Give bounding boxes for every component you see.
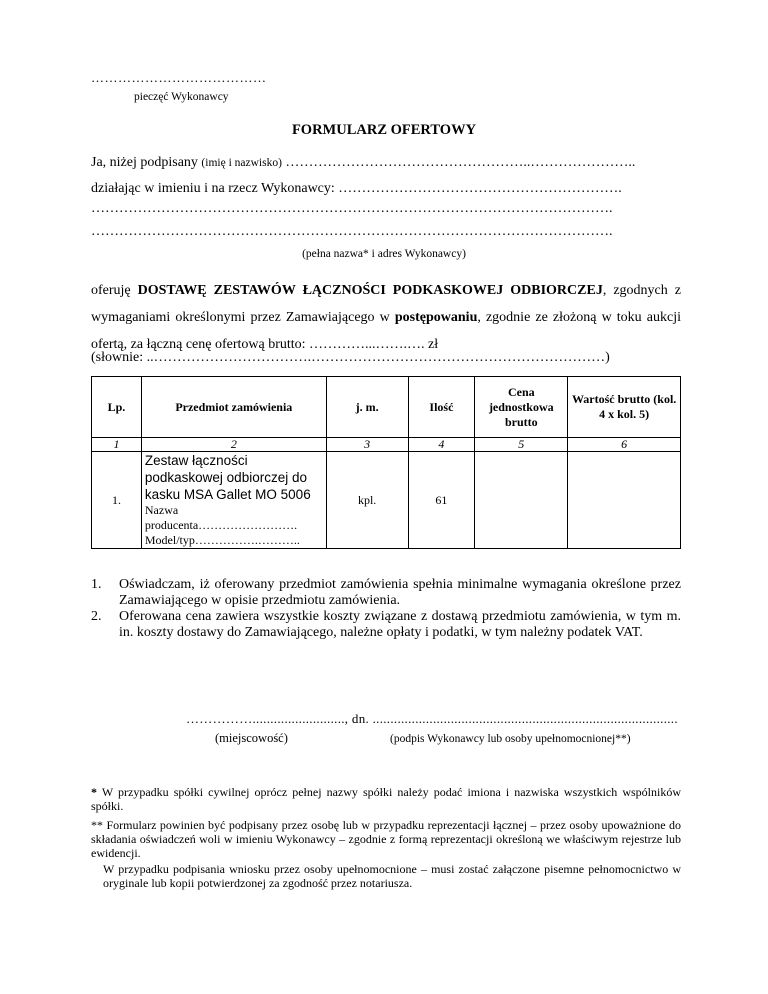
col-number: 6	[568, 438, 681, 452]
signer-prefix: Ja, niżej podpisany	[91, 155, 198, 170]
place-label: (miejscowość)	[215, 731, 288, 745]
signer-field[interactable]: ……………………………………………..…………………..	[285, 155, 636, 170]
row-total[interactable]	[568, 452, 681, 549]
header-total: Wartość brutto (kol. 4 x kol. 5)	[568, 377, 681, 438]
footnote-text: W przypadku podpisania wniosku przez osoby upełnomocnione – musi zostać załączone pisemne pełnomocnictwo w oryginale lub kopii potwierdzonej za zgodność przez notariusza.	[103, 862, 681, 890]
list-item	[91, 577, 681, 609]
contractor-field[interactable]: …………………………………………………….	[338, 181, 622, 196]
declaration-text: Oświadczam, iż oferowany przedmiot zamówienia spełnia minimalne wymagania określone przez Zamawiającego w opisie przedmiotu zamówienia.	[119, 577, 681, 608]
row-subject	[141, 452, 326, 549]
offer-t3: , zgodnych z wymaganiami określonymi przez Zamawiającego w	[91, 283, 681, 325]
offer-t5[interactable]: , zgodnie ze złożoną w toku aukcji ofertą, za łączną cenę ofertową brutto: …………...…….…. zł	[91, 310, 681, 352]
stamp-dots: …………………………………	[91, 70, 267, 85]
footnote-mark: **	[91, 818, 103, 832]
list-item	[91, 609, 681, 641]
footnote-text: W przypadku spółki cywilnej oprócz pełnej nazwy spółki należy podać imiona i nazwiska wszystkich wspólników spółki.	[91, 785, 681, 813]
header-qty: Ilość	[408, 377, 475, 438]
row-unit: kpl.	[326, 452, 408, 549]
signature-label: (podpis Wykonawcy lub osoby upełnomocnionej**)	[390, 733, 631, 745]
contractor-name-hint: (pełna nazwa* i adres Wykonawcy)	[302, 248, 466, 260]
offer-procedure: postępowaniu	[394, 310, 478, 325]
col-number: 1	[92, 438, 142, 452]
footnote-2	[91, 818, 681, 860]
declaration-number: 2.	[91, 609, 102, 624]
stamp-label: pieczęć Wykonawcy	[134, 91, 229, 103]
row-lp: 1.	[92, 452, 142, 549]
offer-paragraph	[91, 277, 681, 358]
offer-words[interactable]: (słownie: ..…………………………….………………………………………………………)	[91, 350, 610, 365]
producer-field[interactable]: Nazwa producenta…………………….	[144, 503, 298, 532]
footnote-mark: *	[91, 785, 97, 799]
row-unit-price[interactable]	[475, 452, 568, 549]
col-number: 3	[326, 438, 408, 452]
page-title: FORMULARZ OFERTOWY	[291, 122, 477, 138]
signer-line	[91, 155, 635, 171]
footnote-1	[91, 785, 681, 813]
offer-table	[91, 376, 681, 549]
header-subject: Przedmiot zamówienia	[141, 377, 326, 438]
item-name: Zestaw łączności podkaskowej odbiorczej do kasku MSA Gallet MO 5006	[144, 453, 311, 502]
table-column-numbers	[92, 438, 681, 452]
table-header-row	[92, 377, 681, 438]
offer-subject: DOSTAWĘ ZESTAWÓW ŁĄCZNOŚCI PODKASKOWEJ ODBIORCZEJ	[137, 283, 603, 298]
model-field[interactable]: Model/typ…………….………..	[144, 533, 300, 547]
acting-line	[91, 181, 622, 197]
acting-prefix: działając w imieniu i na rzecz Wykonawcy:	[91, 181, 335, 196]
declarations-list	[91, 577, 681, 641]
contractor-line-2[interactable]: ………………………………………………………………………………………………….	[91, 224, 613, 239]
offer-t1: oferuję	[91, 283, 138, 298]
table-row	[92, 452, 681, 549]
place-date-field[interactable]: …………….........................., dn. ......................................................................................	[186, 711, 678, 726]
col-number: 4	[408, 438, 475, 452]
header-unit: j. m.	[326, 377, 408, 438]
header-unit-price: Cena jednostkowa brutto	[475, 377, 568, 438]
footnote-text: Formularz powinien być podpisany przez osobę lub w przypadku reprezentacji łącznej – przez osoby upoważnione do składania oświadczeń woli w imieniu Wykonawcy – zgodnie z formą reprezentacji określoną we właściwym rejestrze lub ewidencji.	[91, 818, 681, 860]
signer-hint: (imię i nazwisko)	[201, 157, 282, 169]
header-lp: Lp.	[92, 377, 142, 438]
col-number: 5	[475, 438, 568, 452]
footnote-3	[91, 862, 681, 890]
declaration-text: Oferowana cena zawiera wszystkie koszty związane z dostawą przedmiotu zamówienia, w tym m. in. koszty dostawy do Zamawiającego, należne opłaty i podatki, w tym należny podatek VAT.	[119, 609, 681, 640]
col-number: 2	[141, 438, 326, 452]
row-qty: 61	[408, 452, 475, 549]
declaration-number: 1.	[91, 577, 102, 592]
contractor-line-1[interactable]: ………………………………………………………………………………………………….	[91, 201, 613, 216]
